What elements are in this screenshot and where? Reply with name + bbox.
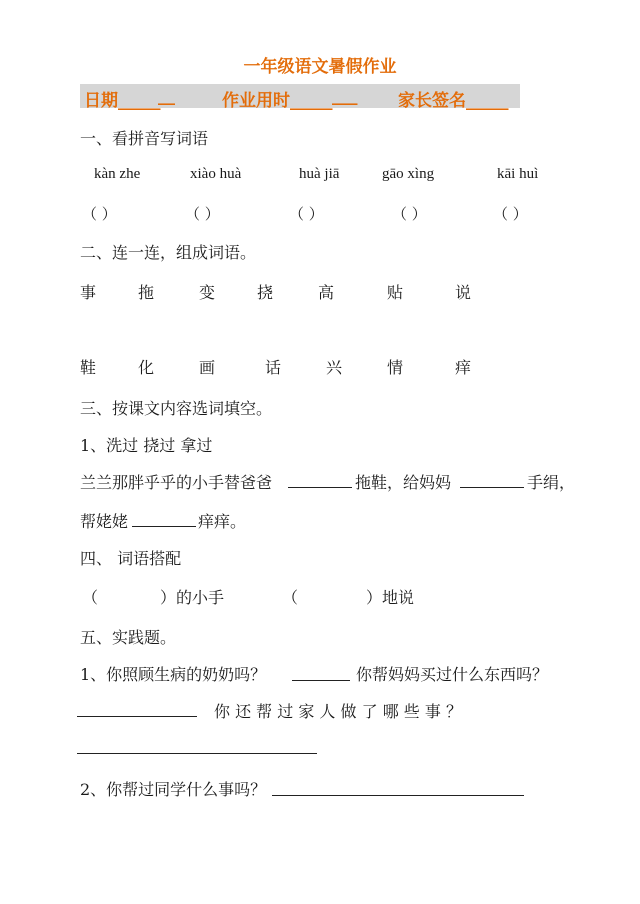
match-top-4[interactable]: 挠 xyxy=(257,283,274,302)
match-bottom-7[interactable]: 痒 xyxy=(455,358,472,377)
match-bottom-4[interactable]: 话 xyxy=(265,358,282,377)
section-5-heading: 五、实践题。 xyxy=(80,628,177,647)
answer-paren-1[interactable]: （ ） xyxy=(82,205,117,223)
page-title: 一年级语文暑假作业 xyxy=(243,57,397,77)
q3-blank-2[interactable] xyxy=(460,487,524,488)
q3-sentence-d: 帮姥姥 xyxy=(80,512,129,531)
q5-question-1c: 你 还 帮 过 家 人 做 了 哪 些 事 ？ xyxy=(214,702,462,721)
answer-paren-5[interactable]: （ ） xyxy=(493,205,528,223)
pinyin-2: xiào huà xyxy=(190,166,242,182)
pinyin-1: kàn zhe xyxy=(94,166,141,182)
q5-blank-3[interactable] xyxy=(77,753,317,754)
answer-paren-4[interactable]: （ ） xyxy=(392,205,427,223)
sign-label: 家长签名_____ xyxy=(398,91,509,111)
match-top-3[interactable]: 变 xyxy=(199,283,216,302)
q4-open-2[interactable]: （ xyxy=(282,588,299,607)
match-top-1[interactable]: 事 xyxy=(80,283,97,302)
match-bottom-2[interactable]: 化 xyxy=(138,358,155,377)
section-2-heading: 二、连一连，组成词语。 xyxy=(80,243,257,262)
section-3-heading: 三、按课文内容选词填空。 xyxy=(80,399,273,418)
q3-blank-1[interactable] xyxy=(288,487,352,488)
match-top-2[interactable]: 拖 xyxy=(138,283,155,302)
match-top-6[interactable]: 贴 xyxy=(387,283,404,302)
match-bottom-6[interactable]: 情 xyxy=(387,358,404,377)
match-bottom-3[interactable]: 画 xyxy=(199,358,216,377)
q5-question-2: 2、你帮过同学什么事吗？ xyxy=(80,780,267,799)
q5-blank-1[interactable] xyxy=(292,680,350,681)
pinyin-3: huà jiā xyxy=(299,166,340,182)
date-tail: __ xyxy=(158,86,175,106)
q5-question-1a: 1、你照顾生病的奶奶吗？ xyxy=(80,665,267,684)
pinyin-4: gāo xìng xyxy=(382,166,435,182)
match-top-7[interactable]: 说 xyxy=(455,283,472,302)
q3-blank-3[interactable] xyxy=(132,526,196,527)
q4-open-1[interactable]: （ xyxy=(82,588,99,607)
match-bottom-5[interactable]: 兴 xyxy=(326,358,343,377)
q5-question-1b: 你帮妈妈买过什么东西吗？ xyxy=(356,665,549,684)
match-bottom-1[interactable]: 鞋 xyxy=(80,358,97,377)
q3-sentence-a: 兰兰那胖乎乎的小手替爸爸 xyxy=(80,473,273,492)
q3-sentence-e: 痒痒。 xyxy=(198,512,247,531)
date-label: 日期_____ xyxy=(84,91,161,111)
q5-blank-4[interactable] xyxy=(272,795,524,796)
section-4-heading: 四、 词语搭配 xyxy=(80,549,182,568)
time-tail: ___ xyxy=(332,86,358,106)
q3-sentence-b: 拖鞋，给妈妈 xyxy=(355,473,452,492)
match-top-5[interactable]: 高 xyxy=(318,283,335,302)
section-1-heading: 一、看拼音写词语 xyxy=(80,129,209,148)
pinyin-5: kāi huì xyxy=(497,166,539,182)
q3-sentence-c: 手绢， xyxy=(527,473,576,492)
q3-options: 1、洗过 挠过 拿过 xyxy=(80,436,213,455)
answer-paren-3[interactable]: （ ） xyxy=(289,205,324,223)
time-label: 作业用时_____ xyxy=(222,91,333,111)
q4-close-1: ）的小手 xyxy=(160,588,225,607)
q4-close-2: ）地说 xyxy=(366,588,415,607)
answer-paren-2[interactable]: （ ） xyxy=(185,205,220,223)
q5-blank-2[interactable] xyxy=(77,716,197,717)
